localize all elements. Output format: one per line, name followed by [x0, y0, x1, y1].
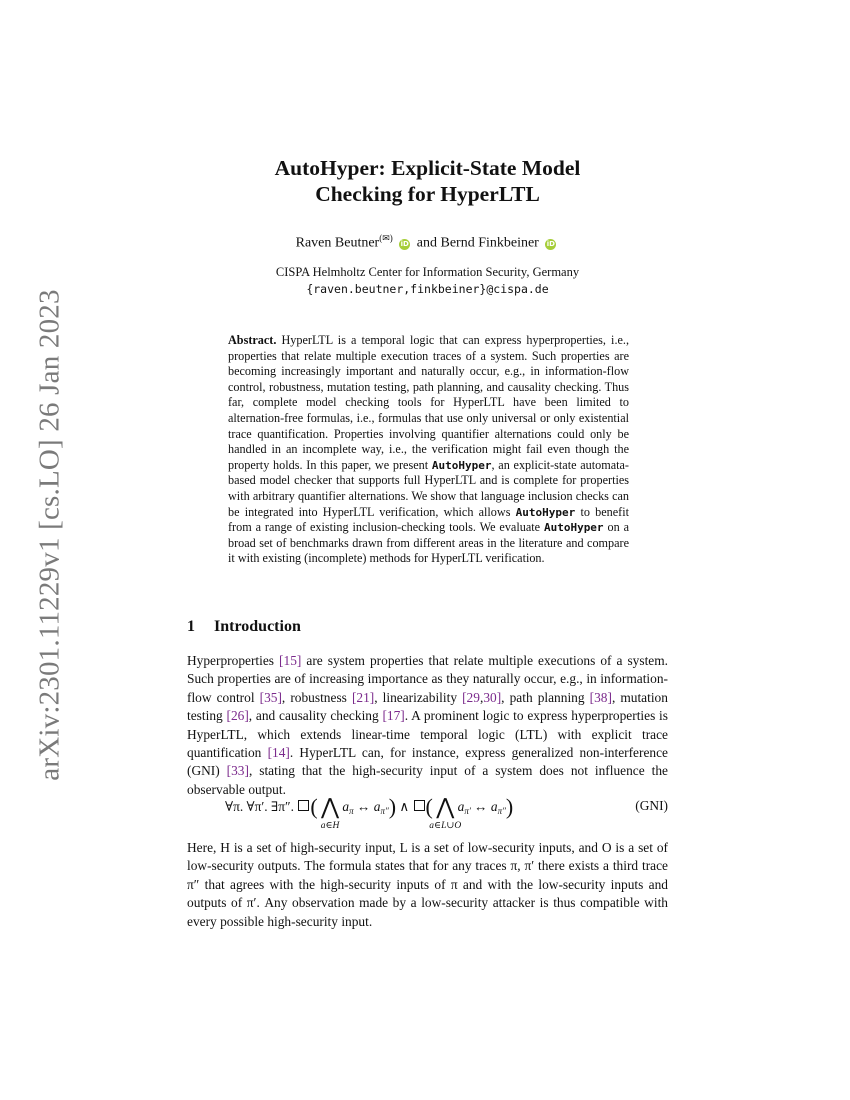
title-line-1: AutoHyper: Explicit-State Model: [274, 156, 581, 180]
citation[interactable]: [38]: [589, 689, 612, 705]
quantifier-prefix: ∀π. ∀π′. ∃π″.: [225, 799, 294, 814]
citation[interactable]: [15]: [279, 653, 302, 668]
paper-title: [187, 155, 668, 207]
globally-operator: [414, 800, 425, 811]
paragraph-2: Here, H is a set of high-security input, L is a set of low-security inputs, and O is a set of low-security outputs. The formula states that for any traces π, π′ there exists a third trace π″ that agrees with the high-security inputs of π and with the low-security inputs and outputs of π′. Any observation made by a low-security attacker is thus compatible with every possible high-security input.: [187, 840, 668, 929]
text: Hyperproperties: [187, 653, 275, 668]
citation[interactable]: [35]: [259, 689, 282, 705]
orcid-icon[interactable]: iD: [400, 239, 409, 248]
formula-expression: ∀π. ∀π′. ∃π″. ( ⋀ a∈H $a_\pi$ ↔ $a_{\pi''}$) ∧ ( ⋀ a∈L∪O $a_{\pi'}$ ↔ $a_{\pi''}$): [225, 794, 514, 831]
abstract-text-3: to benefit from a range of existing inclusion-checking tools. We evaluate: [228, 504, 629, 535]
section-heading: [187, 618, 668, 636]
arxiv-stamp: arXiv:2301.11229v1 [cs.LO] 26 Jan 2023: [33, 289, 66, 781]
conjunction-index: a∈L∪O: [429, 821, 462, 831]
globally-operator: [298, 800, 309, 811]
citation[interactable]: [17]: [382, 708, 405, 724]
text: , mutation testing: [187, 689, 668, 724]
text: , stating that the high-security input of a system does not influence the observable output.: [187, 763, 668, 797]
author-list: [187, 233, 668, 252]
tool-name: AutoHyper: [431, 458, 492, 472]
conjunction-index: a∈H: [320, 821, 340, 831]
abstract-text-4: on a broad set of benchmarks drawn from different areas in the literature and compare it with existing (incomplete) methods for HyperLTL verification.: [228, 520, 629, 566]
abstract-text-1: HyperLTL is a temporal logic that can express hyperproperties, i.e., properties that relate multiple execution traces of a system. Such properties are becoming increasingly important and naturally occur, e.g., in information-flow control, robustness, mutation testing, path planning, and causality checking. Thus far, complete model checking tools for HyperLTL have been limited to alternation-free formulas, i.e., formulas that use only universal or only existential trace quantification. Properties involving quantifier alternations could only be handled in an incomplete way, i.e., the verification might fail even though the property holds. In this paper, we present: [228, 333, 629, 472]
section-title: Introduction: [214, 618, 301, 635]
text: . HyperLTL can, for instance, express generalized non-interference (GNI): [187, 745, 668, 779]
text: , and causality checking: [248, 708, 379, 724]
citation[interactable]: [33]: [226, 763, 249, 779]
citation[interactable]: [26]: [226, 708, 249, 724]
citation[interactable]: 30]: [483, 689, 502, 705]
orcid-icon[interactable]: iD: [546, 239, 555, 248]
title-line-2: Checking for HyperLTL: [315, 182, 540, 206]
text: , robustness: [281, 689, 347, 705]
corresponding-mark: (✉): [379, 233, 393, 243]
abstract-label: Abstract.: [228, 333, 277, 347]
abstract: [228, 333, 629, 567]
email: {raven.beutner,finkbeiner}@cispa.de: [306, 282, 549, 296]
text: , linearizability: [374, 689, 458, 705]
citation[interactable]: [29: [462, 689, 480, 705]
affiliation: CISPA Helmholtz Center for Information Security, Germany: [275, 265, 580, 279]
author-2-name: and Bernd Finkbeiner: [416, 235, 539, 251]
tool-name: AutoHyper: [543, 521, 604, 535]
text: , path planning: [501, 689, 585, 705]
section-number: 1: [187, 618, 195, 635]
abstract-text-2: , an explicit-state automata-based model checker that supports full HyperLTL and is complete for properties with arbitrary quantifier alternations. We show that language inclusion checks can be integrated into HyperLTL verification, which allows: [228, 457, 629, 519]
tool-name: AutoHyper: [515, 505, 576, 519]
gni-formula: [187, 788, 668, 836]
equation-tag: (GNI): [635, 798, 668, 813]
author-1-name: Raven Beutner: [295, 235, 380, 251]
intro-paragraph: Hyperproperties [15] are system properties that relate multiple executions of a system. Such properties are of increasing importance as they naturally occur, e.g., in information-flow control [35], robustness [21], linearizability [29,30], path planning [38], mutation testing [26], and causality checking [17]. A prominent logic to express hyperproperties is HyperLTL, which extends linear-time temporal logic (LTL) with explicit trace quantification [14]. HyperLTL can, for instance, express generalized non-interference (GNI) [33], stating that the high-security input of a system does not influence the observable output.: [187, 653, 668, 797]
affiliation-block: [187, 264, 668, 298]
citation[interactable]: [14]: [267, 745, 290, 761]
text: are system properties that relate multiple executions of a system. Such properties are of increasing importance as they naturally occur, e.g., in information-flow control: [187, 653, 668, 705]
citation[interactable]: [21]: [351, 689, 375, 705]
text: . A prominent logic to express hyperproperties is HyperLTL, which extends linear-time temporal logic (LTL) with explicit trace quantification: [187, 708, 668, 761]
